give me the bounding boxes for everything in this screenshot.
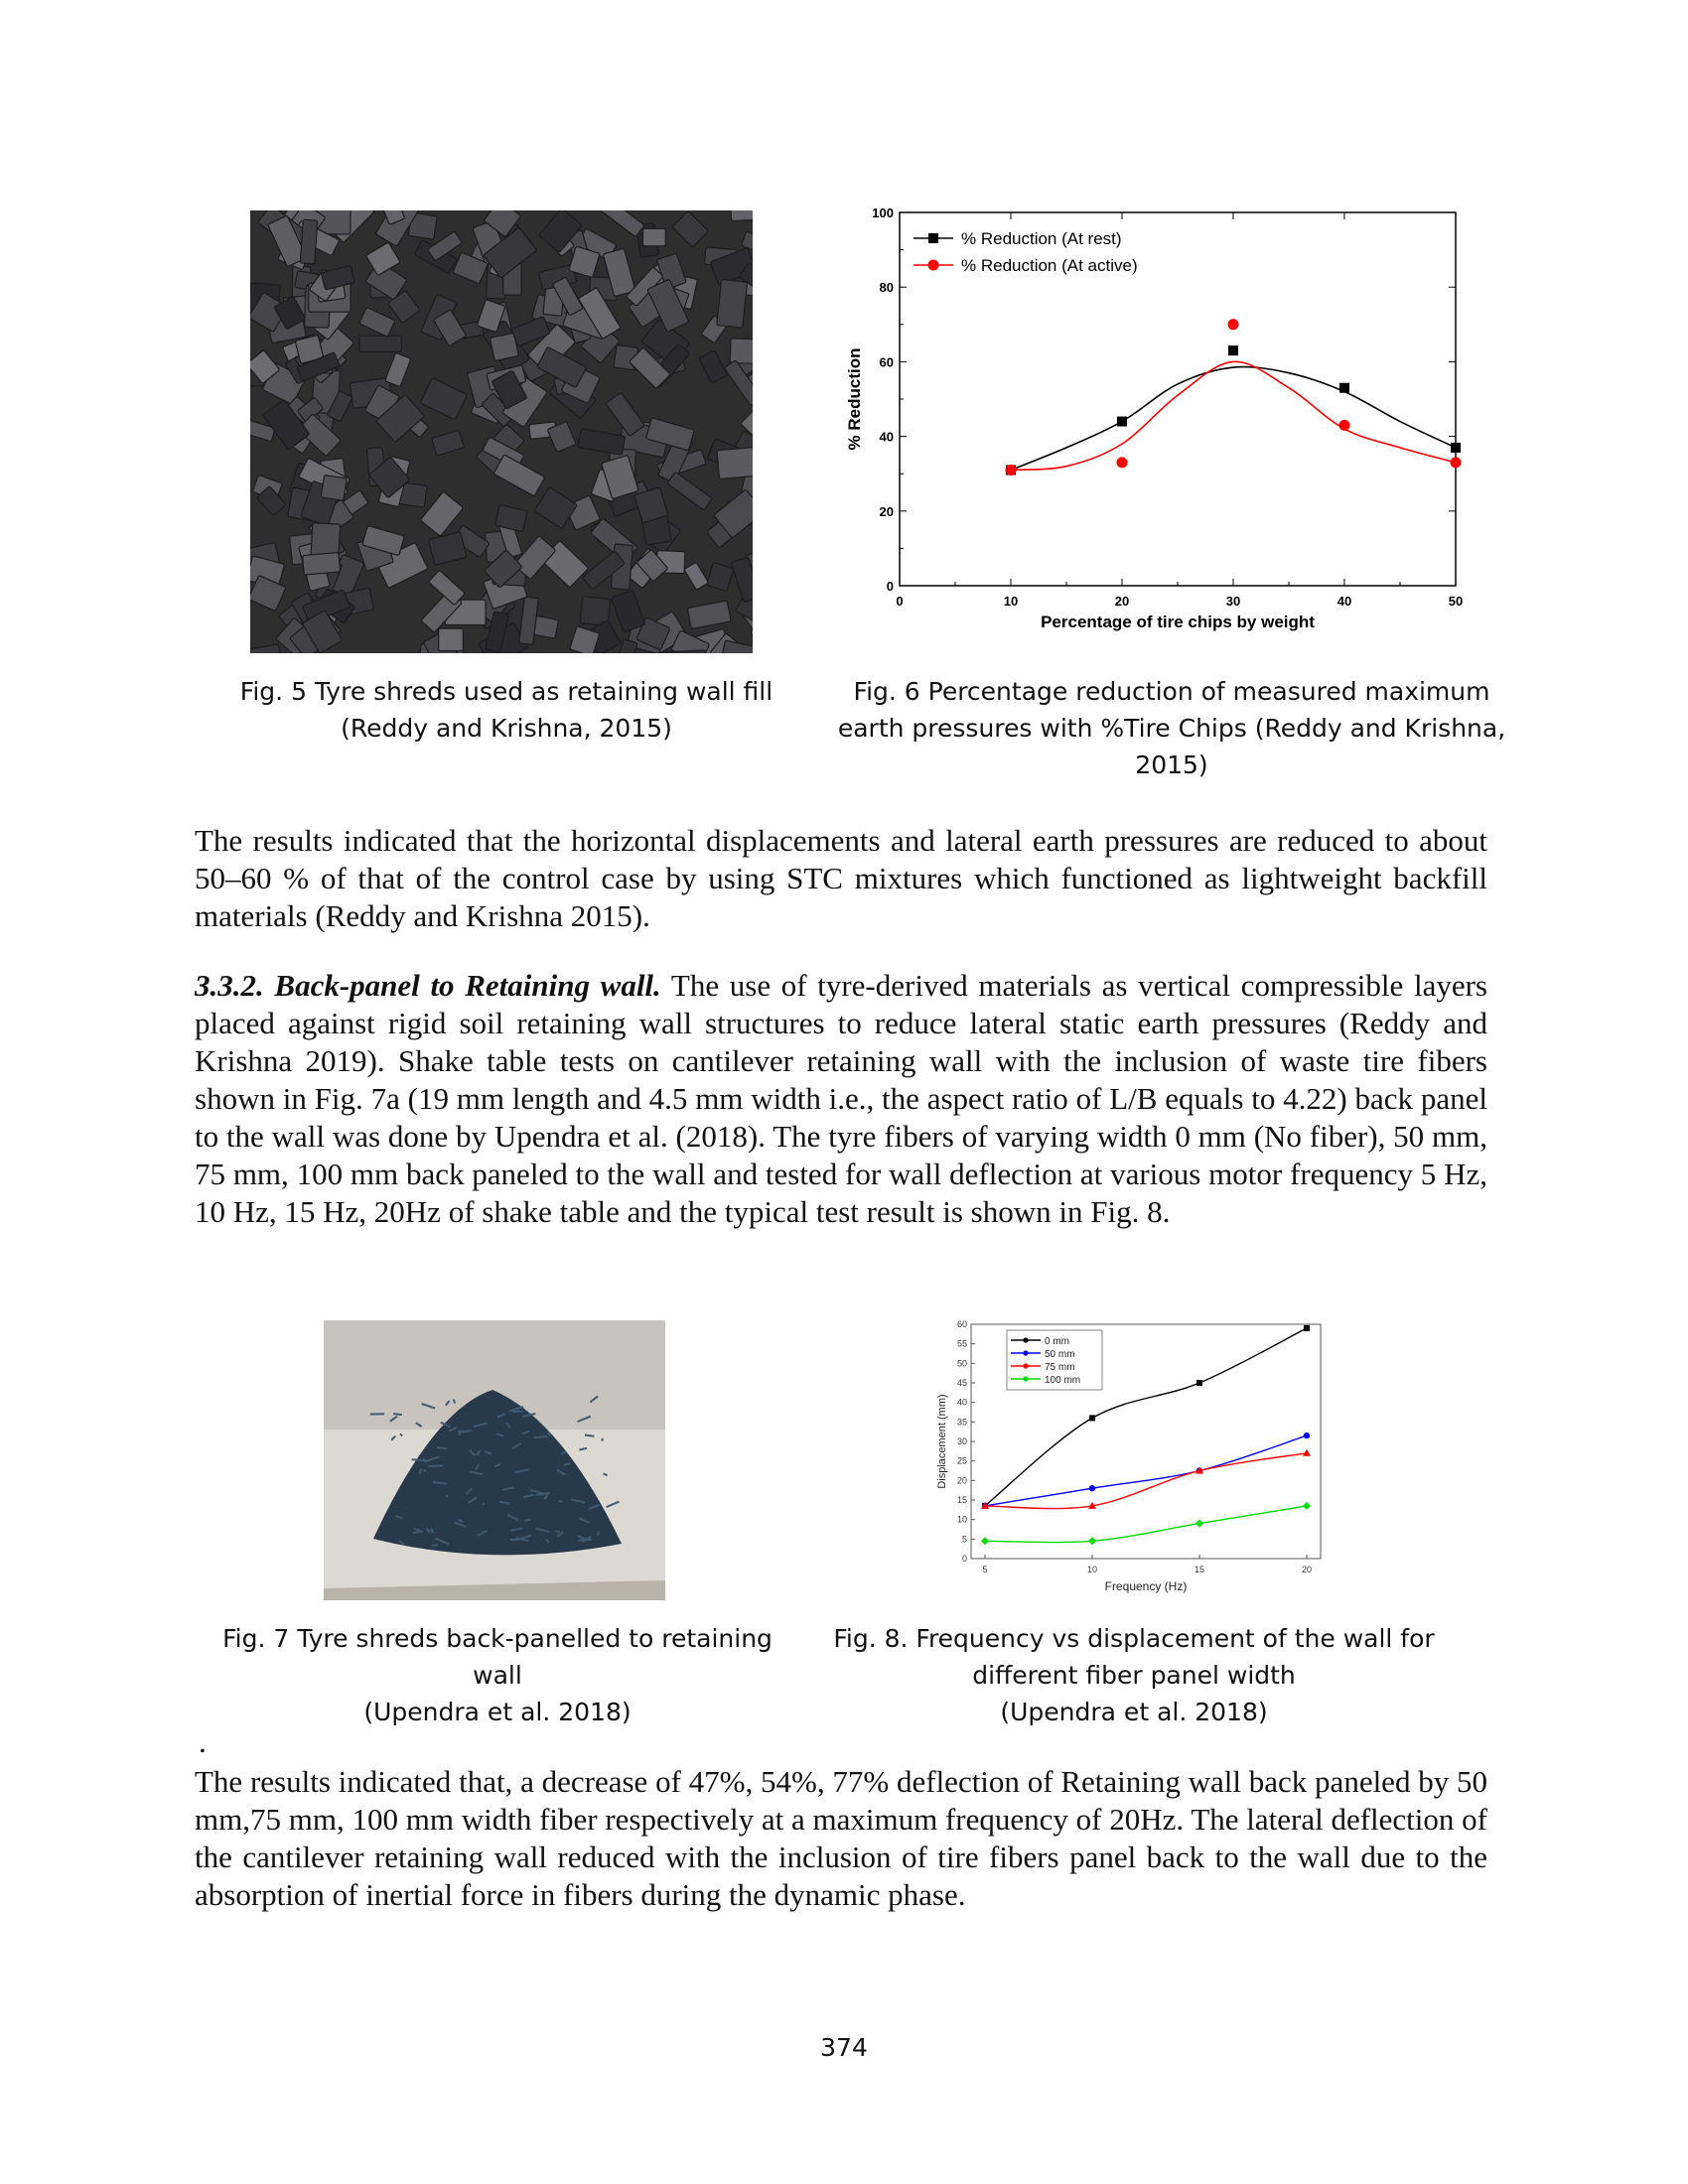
stray-dot: . — [199, 1724, 207, 1759]
x-axis-label: Percentage of tire chips by weight — [1041, 613, 1315, 631]
y-tick-label: 35 — [956, 1417, 967, 1428]
tyre-fiber — [412, 1459, 426, 1460]
fig5-caption-line2: (Reddy and Krishna, 2015) — [341, 714, 672, 743]
fig8-caption-line1: Fig. 8. Frequency vs displacement of the wall for — [833, 1624, 1435, 1653]
tyre-chip — [642, 228, 665, 246]
data-point-at-rest — [1117, 417, 1127, 427]
paragraph-2-text: The use of tyre-derived materials as vertical compressible layers placed against rigid soil retaining wall structures to reduce lateral static earth pressures (Reddy and Krishna 2019). Shake table tests on cantilever retaining wall with the inclusion of waste tire fibers shown in Fig. 7a (19 mm length and 4.5 mm width i.e., the aspect ratio of L/B equals to 4.22) back panel to the wall was done by Upendra et al. (2018). The tyre fibers of varying width 0 mm (No fiber), 50 mm, 75 mm, 100 mm back paneled to the wall and tested for wall deflection at various motor frequency 5 Hz, 10 Hz, 15 Hz, 20Hz of shake table and the typical test result is shown in Fig. 8. — [195, 968, 1487, 1229]
x-tick-label: 50 — [1448, 594, 1464, 609]
page-number: 374 — [820, 2033, 868, 2062]
y-tick-label: 30 — [956, 1436, 967, 1446]
x-tick-label: 20 — [1114, 594, 1130, 609]
data-point-at-active — [1006, 465, 1017, 476]
y-tick-label: 0 — [886, 579, 894, 594]
y-tick-label: 15 — [956, 1495, 967, 1505]
y-tick-label: 100 — [872, 205, 894, 220]
tyre-chip — [321, 475, 347, 500]
tyre-chip — [717, 448, 753, 479]
legend-marker — [1023, 1363, 1028, 1368]
data-point-at-rest — [1339, 383, 1349, 393]
y-tick-label: 25 — [956, 1455, 967, 1466]
y-tick-label: 10 — [956, 1514, 967, 1525]
tyre-chip — [439, 628, 464, 650]
tyre-fiber — [585, 1435, 594, 1436]
paragraph-3: The results indicated that, a decrease of 47%, 54%, 77% deflection of Retaining wall back paneled by 50 mm,75 mm, 100 mm width fiber respectively at a maximum frequency of 20Hz. The lateral deflection of the cantilever retaining wall reduced with the inclusion of tire fibers panel back to the wall due to the absorption of inertial force in fibers during the dynamic phase. — [195, 1764, 1487, 1912]
data-point-at-active — [1451, 457, 1462, 468]
section-heading: 3.3.2. Back-panel to Retaining wall. — [195, 968, 661, 1003]
fig7-caption-line2: wall — [473, 1661, 522, 1690]
fig7-caption-line1: Fig. 7 Tyre shreds back-panelled to retaining — [222, 1624, 773, 1653]
fig7-caption — [195, 1620, 800, 1730]
legend-label: 100 mm — [1045, 1375, 1081, 1386]
tyre-chip — [533, 615, 559, 638]
y-tick-label: 0 — [961, 1554, 967, 1564]
legend-marker — [1023, 1337, 1028, 1342]
data-point-at-rest — [1228, 345, 1238, 355]
fig8-caption — [816, 1620, 1452, 1730]
x-axis-label: Frequency (Hz) — [1104, 1579, 1188, 1593]
tyre-chip — [303, 552, 341, 575]
tyre-chip — [731, 210, 753, 221]
fig5-tyre-shreds-photo — [250, 210, 753, 653]
fig8-chart — [923, 1312, 1340, 1602]
data-point — [1304, 1433, 1310, 1438]
x-tick-label: 30 — [1225, 594, 1241, 609]
paragraph-1: The results indicated that the horizontal displacements and lateral earth pressures are reduced to about 50–60 % of that of the control case by using STC mixtures which functioned as lightweight backfill materials (Reddy and Krishna 2015). — [195, 823, 1487, 933]
legend-label: 50 mm — [1045, 1349, 1075, 1360]
x-tick-label: 10 — [1086, 1565, 1098, 1574]
legend-marker — [1023, 1350, 1028, 1355]
data-point — [1089, 1415, 1095, 1421]
data-point — [1089, 1485, 1095, 1491]
y-tick-label: 80 — [879, 280, 894, 296]
y-tick-label: 60 — [956, 1319, 967, 1329]
tyre-chip — [717, 279, 748, 328]
tyre-fiber — [434, 1481, 435, 1482]
y-tick-label: 40 — [879, 429, 894, 445]
data-point — [1304, 1325, 1310, 1331]
legend-marker — [928, 260, 939, 271]
tyre-fiber — [524, 1520, 530, 1521]
tyre-fiber — [533, 1436, 547, 1437]
y-tick-label: 40 — [956, 1397, 967, 1408]
fig6-caption-line2: earth pressures with %Tire Chips (Reddy and Krishna, — [837, 714, 1506, 743]
series-line-at-rest — [1011, 367, 1456, 471]
legend-label: % Reduction (At active) — [961, 256, 1138, 275]
tyre-fiber — [510, 1539, 521, 1540]
x-tick-label: 10 — [1003, 594, 1019, 609]
tyre-chip — [359, 336, 402, 351]
tyre-fiber — [555, 1531, 560, 1532]
tyre-fiber — [400, 1434, 402, 1436]
fig5-caption — [209, 673, 804, 747]
y-axis-label: Displacement (mm) — [936, 1394, 948, 1489]
fig6-caption-line3: 2015) — [1135, 751, 1208, 779]
fig6-chart — [834, 199, 1470, 655]
tyre-fiber — [459, 1431, 472, 1432]
legend-label: 0 mm — [1045, 1336, 1069, 1347]
y-tick-label: 55 — [956, 1338, 967, 1349]
data-point — [1196, 1380, 1202, 1386]
legend-marker — [1023, 1376, 1028, 1381]
data-point-at-rest — [1451, 443, 1461, 453]
fig6-caption — [834, 673, 1509, 783]
tyre-fiber — [420, 1468, 421, 1473]
y-tick-label: 20 — [956, 1475, 967, 1486]
fig8-caption-line3: (Upendra et al. 2018) — [1000, 1698, 1268, 1726]
data-point-at-active — [1228, 319, 1239, 330]
tyre-chip — [300, 219, 317, 264]
tyre-fiber — [393, 1414, 402, 1415]
x-tick-label: 5 — [982, 1565, 988, 1574]
tyre-fiber — [454, 1400, 455, 1404]
fig6-caption-line1: Fig. 6 Percentage reduction of measured maximum — [853, 677, 1490, 706]
legend-label: % Reduction (At rest) — [961, 229, 1122, 248]
x-tick-label: 40 — [1336, 594, 1352, 609]
x-tick-label: 20 — [1301, 1565, 1313, 1574]
y-tick-label: 5 — [961, 1534, 967, 1545]
tyre-fiber — [433, 1482, 447, 1483]
legend-label: 75 mm — [1045, 1362, 1075, 1373]
fig7-tyre-shreds-photo — [324, 1320, 665, 1600]
tyre-chip — [730, 339, 753, 364]
y-tick-label: 60 — [879, 354, 894, 370]
tyre-fiber — [459, 1431, 460, 1435]
data-point-at-active — [1339, 420, 1350, 431]
fig7-caption-line3: (Upendra et al. 2018) — [363, 1698, 632, 1726]
tyre-fiber — [432, 1545, 438, 1546]
y-tick-label: 45 — [956, 1378, 967, 1388]
legend-marker — [928, 233, 938, 243]
fig5-caption-line1: Fig. 5 Tyre shreds used as retaining wall fill — [239, 677, 774, 706]
y-tick-label: 20 — [879, 503, 894, 519]
data-point-at-active — [1117, 457, 1128, 468]
paragraph-2 — [195, 967, 1487, 1231]
y-tick-label: 50 — [956, 1358, 967, 1369]
fig8-caption-line2: different fiber panel width — [972, 1661, 1296, 1690]
x-tick-label: 0 — [896, 594, 904, 609]
y-axis-label: % Reduction — [845, 347, 864, 451]
x-tick-label: 15 — [1194, 1565, 1205, 1574]
